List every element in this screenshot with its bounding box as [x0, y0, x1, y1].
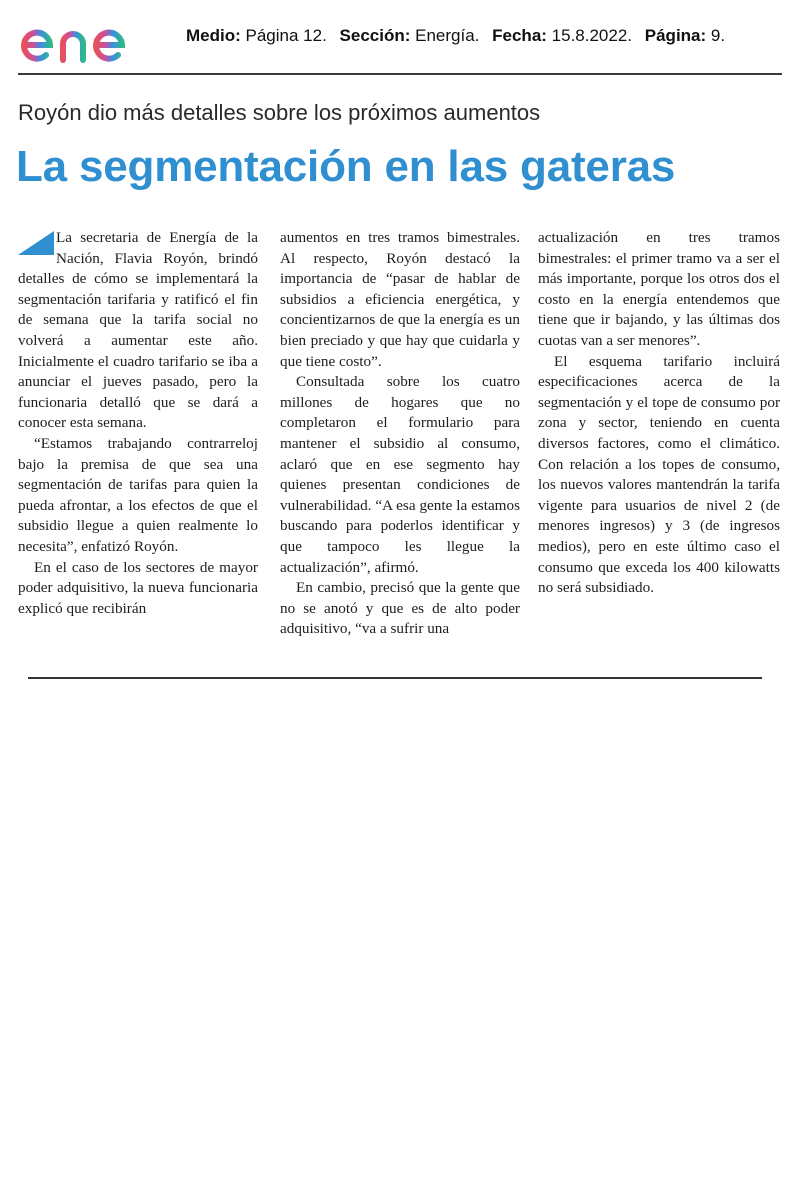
fecha-value: 15.8.2022. — [551, 26, 633, 45]
article-paragraph: Consultada sobre los cuatro millones de hogares que no completaron el formulario para mantener el subsidio al consumo, aclaró que en ese segmento hay quienes presentan condiciones de vulnerabilidad. “A esa gente la estamos buscando para poderlos identificar y que tampoco les llegue la actualización”, afirmó. — [280, 373, 520, 576]
article-column-3 — [538, 228, 780, 599]
article-paragraph: aumentos en tres tramos bimestrales. Al respecto, Royón destacó la importancia de “pasar de hablar de subsidios a eficiencia energética, y concientizarnos de que la energía es un bien preciado y que hay que cuidarla y que tiene costo”. — [280, 229, 520, 370]
pagina-value: 9. — [710, 26, 726, 45]
medio-label: Medio: — [186, 26, 241, 45]
pagina-label: Página: — [644, 26, 707, 45]
article-headline: La segmentación en las gateras — [16, 142, 676, 191]
triangle-dropmark-icon — [18, 231, 54, 255]
article-end-divider — [28, 677, 762, 679]
article-paragraph: actualización en tres tramos bimestrales: el primer tramo va a ser el más importante, porque los otros dos el costo en la energía entendemos que tiene que ir bajando, y las últimas dos cuotas van a ser menores”. — [538, 229, 780, 349]
medio-value: Página 12. — [245, 26, 327, 45]
header-divider — [18, 73, 782, 75]
article-paragraph: En cambio, precisó que la gente que no se anotó y que es de alto poder adquisitivo, “va a sufrir una — [280, 579, 520, 638]
article-paragraph: “Estamos trabajando contrarreloj bajo la premisa de que sea una segmentación de tarifas para quien la pueda afrontar, a los efectos de que el subsidio llegue a quien realmente lo necesita”, enfatizó Royón. — [18, 434, 258, 555]
clipping-header — [18, 8, 782, 68]
article-column-2 — [280, 228, 520, 640]
article-column-1 — [18, 228, 258, 619]
article-paragraph — [18, 228, 258, 434]
enel-logo — [18, 8, 168, 68]
fecha-label: Fecha: — [492, 26, 547, 45]
article-paragraph: En el caso de los sectores de mayor poder adquisitivo, la nueva funcionaria explicó que recibirán — [18, 558, 258, 617]
seccion-value: Energía. — [415, 26, 480, 45]
article-body — [18, 228, 780, 638]
article-paragraph: El esquema tarifario incluirá especificaciones acerca de la segmentación y el tope de consumo por zona y sector, teniendo en cuenta diversos factores, como el climático. Con relación a los topes de consumo, los nuevos valores mantendrán la tarifa vigente para usuarios de nivel 2 (de menores ingresos) y 3 (de ingresos medios), pero en este último caso el consumo que exceda los 400 kilowatts no será subsidiado. — [538, 352, 780, 597]
clipping-metadata — [186, 26, 725, 46]
seccion-label: Sección: — [339, 26, 411, 45]
paragraph-text: La secretaria de Energía de la Nación, Flavia Royón, brindó detalles de cómo se implementará la segmentación tarifaria y ratificó el fin de semana que la tarifa social no volverá a aumentar este año. Inicialmente el cuadro tarifario se iba a anunciar el jueves pasado, pero la funcionaria detalló que se dará a conocer esta semana. — [18, 229, 258, 432]
article-kicker: Royón dio más detalles sobre los próximos aumentos — [18, 100, 541, 125]
